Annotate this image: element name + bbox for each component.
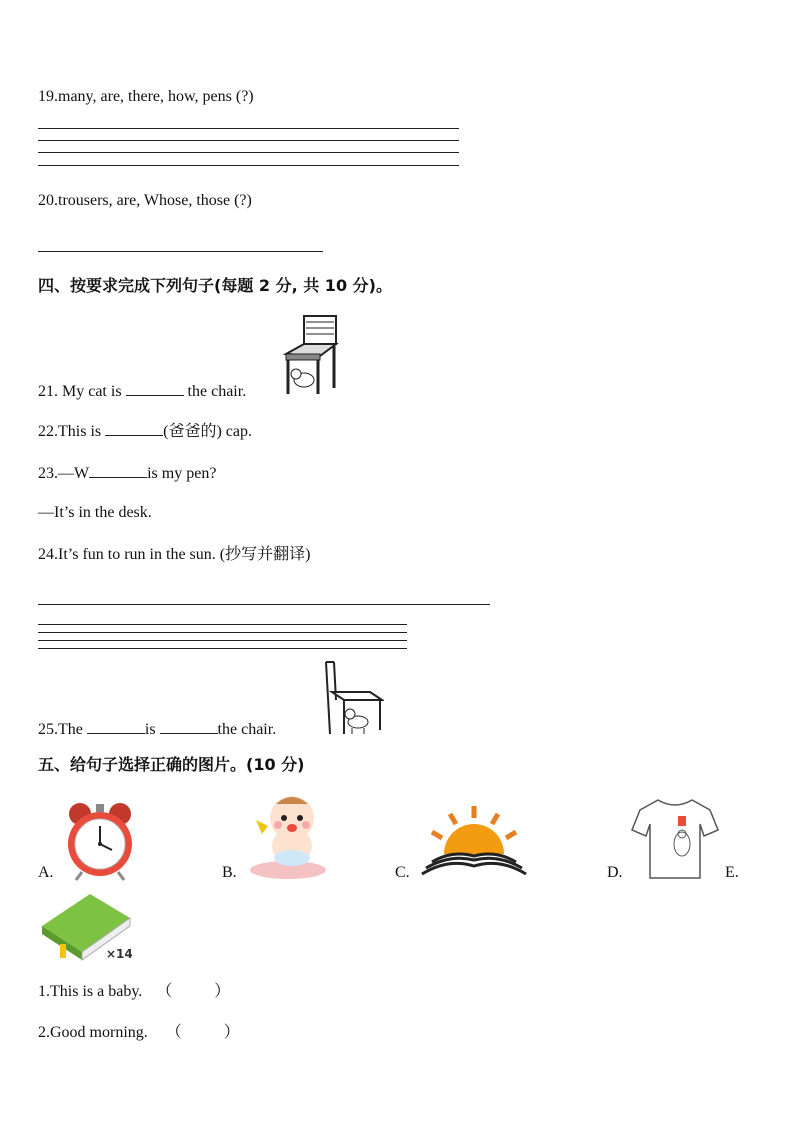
section-5-heading: 五、给句子选择正确的图片。(10 分): [38, 755, 305, 774]
question-23: [38, 463, 216, 484]
option-e-label: E.: [725, 864, 739, 881]
answer-line: [38, 640, 407, 641]
q22-prefix: 22.This is: [38, 423, 106, 440]
q23-prefix: 23.—W: [38, 465, 90, 482]
option-a-label: A.: [38, 864, 54, 881]
book-count-label: ×14: [106, 947, 133, 961]
question-25: [38, 719, 276, 740]
answer-blank[interactable]: [87, 719, 145, 734]
question-22: [38, 421, 252, 442]
answer-line: [38, 624, 407, 625]
sentence-2: [38, 1023, 240, 1043]
answer-line: [38, 140, 459, 141]
sentence-1-text: 1.This is a baby.: [38, 983, 143, 1000]
q25-middle: is: [144, 721, 160, 738]
q22-suffix: (爸爸的) cap.: [163, 423, 252, 440]
answer-line: [38, 165, 459, 166]
question-19: 19.many, are, there, how, pens (?): [38, 88, 254, 105]
sentence-1: [38, 982, 230, 1002]
paren-open: （: [165, 1024, 182, 1041]
q21-prefix: 21. My cat is: [38, 383, 126, 400]
baby-image: [246, 790, 330, 880]
answer-blank[interactable]: [105, 421, 163, 436]
question-24: 24.It’s fun to run in the sun. (抄写并翻译): [38, 546, 311, 563]
sentence-2-text: 2.Good morning.: [38, 1024, 148, 1041]
section-4-heading: 四、按要求完成下列句子(每题 2 分, 共 10 分)。: [38, 276, 392, 295]
question-23-answer: —It’s in the desk.: [38, 504, 152, 521]
tshirt-image: [630, 794, 720, 880]
q23-suffix: is my pen?: [147, 465, 217, 482]
answer-blank[interactable]: [160, 719, 218, 734]
q25-suffix: the chair.: [217, 721, 277, 738]
option-d-label: D.: [607, 864, 623, 881]
answer-line: [38, 251, 323, 252]
q25-prefix: 25.The: [38, 721, 87, 738]
sunrise-book-image: [420, 804, 528, 878]
chair-cat-image: [282, 314, 340, 396]
question-21: [38, 381, 246, 402]
answer-line: [38, 632, 407, 633]
question-20: 20.trousers, are, Whose, those (?): [38, 192, 252, 209]
paren-open: （: [156, 983, 173, 1000]
answer-line: [38, 152, 459, 153]
alarm-clock-image: [58, 800, 142, 882]
answer-line: [38, 604, 490, 605]
answer-line: [38, 128, 459, 129]
paren-close: ）: [223, 1024, 240, 1041]
q21-suffix: the chair.: [183, 383, 247, 400]
answer-blank[interactable]: [126, 381, 184, 396]
option-b-label: B.: [222, 864, 237, 881]
chair-dog-image: [322, 660, 384, 736]
answer-blank[interactable]: [89, 463, 147, 478]
answer-line: [38, 648, 407, 649]
option-c-label: C.: [395, 864, 410, 881]
paren-close: ）: [214, 983, 231, 1000]
